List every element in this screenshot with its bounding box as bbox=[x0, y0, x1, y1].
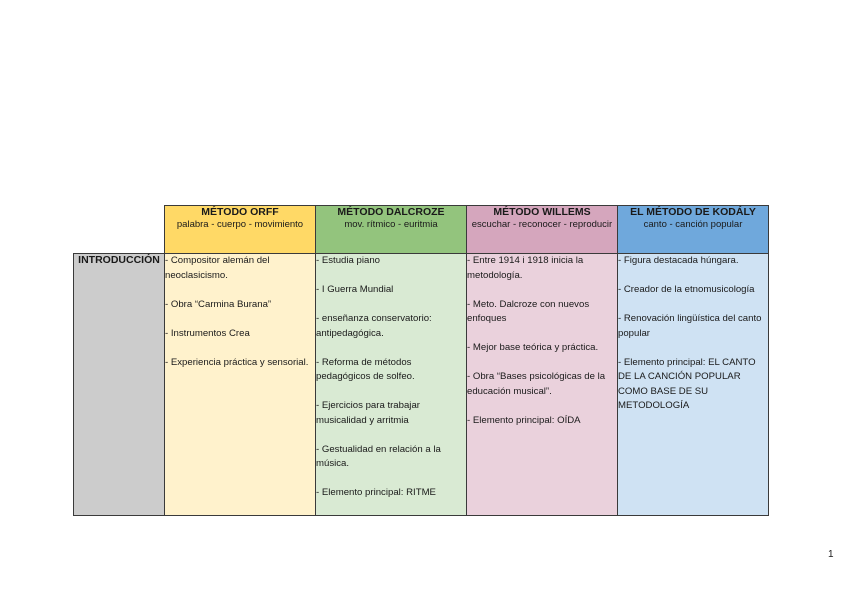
header-kodaly bbox=[618, 206, 769, 254]
cell-item: - Reforma de métodos pedagógicos de solfeo. bbox=[316, 356, 415, 382]
cell-willems bbox=[467, 254, 618, 516]
cell-item: - Experiencia práctica y sensorial. bbox=[165, 356, 309, 368]
header-title: MÉTODO DALCROZE bbox=[337, 206, 445, 218]
page-number: 1 bbox=[828, 549, 834, 560]
header-title: MÉTODO ORFF bbox=[201, 206, 279, 218]
cell-item: - Mejor base teórica y práctica. bbox=[467, 342, 599, 353]
cell-item: - Obra “Bases psicológicas de la educación musical”. bbox=[467, 371, 606, 397]
cell-item: - Elemento principal: OÍDA bbox=[467, 414, 581, 426]
row-label: INTRODUCCIÓN bbox=[74, 254, 165, 516]
cell-item: - Gestualidad en relación a la música. bbox=[316, 443, 441, 469]
cell-orff bbox=[165, 254, 316, 516]
cell-item: - Obra “Carmina Burana” bbox=[165, 298, 272, 310]
header-dalcroze bbox=[316, 206, 467, 254]
cell-item: - Elemento principal: EL CANTO DE LA CANCIÓN POPULAR COMO BASE DE SU METODOLOGÍA bbox=[618, 356, 756, 411]
cell-dalcroze bbox=[316, 254, 467, 516]
header-subtitle: escuchar - reconocer - reproducir bbox=[471, 219, 613, 230]
cell-item: - Meto. Dalcroze con nuevos enfoques bbox=[467, 298, 590, 324]
header-subtitle: canto - canción popular bbox=[643, 219, 743, 230]
cell-item: - Creador de la etnomusicología bbox=[618, 284, 755, 295]
corner-cell bbox=[74, 206, 165, 254]
cell-item: - Elemento principal: RITME bbox=[316, 487, 436, 498]
cell-item: - enseñanza conservatorio: antipedagógica. bbox=[316, 313, 432, 339]
cell-item: - Entre 1914 i 1918 inicia la metodología. bbox=[467, 255, 584, 281]
introduction-row bbox=[74, 254, 769, 516]
cell-item: - Estudia piano bbox=[316, 255, 380, 266]
cell-item: - Compositor alemán del neoclasicismo. bbox=[165, 255, 270, 281]
header-row bbox=[74, 206, 769, 254]
header-subtitle: palabra - cuerpo - movimiento bbox=[176, 219, 304, 230]
header-subtitle: mov. rítmico - euritmia bbox=[344, 219, 438, 230]
cell-kodaly bbox=[618, 254, 769, 516]
cell-item: - Figura destacada húngara. bbox=[618, 255, 739, 266]
methods-comparison-table bbox=[73, 205, 769, 516]
cell-item: - Instrumentos Crea bbox=[165, 327, 250, 339]
header-orff bbox=[165, 206, 316, 254]
cell-item: - I Guerra Mundial bbox=[316, 284, 394, 295]
header-title: MÉTODO WILLEMS bbox=[493, 206, 591, 218]
cell-item: - Ejercicios para trabajar musicalidad y arritmia bbox=[316, 400, 420, 426]
header-title: EL MÉTODO DE KODÁLY bbox=[630, 206, 756, 218]
cell-item: - Renovación lingüística del canto popular bbox=[618, 313, 762, 339]
header-willems bbox=[467, 206, 618, 254]
